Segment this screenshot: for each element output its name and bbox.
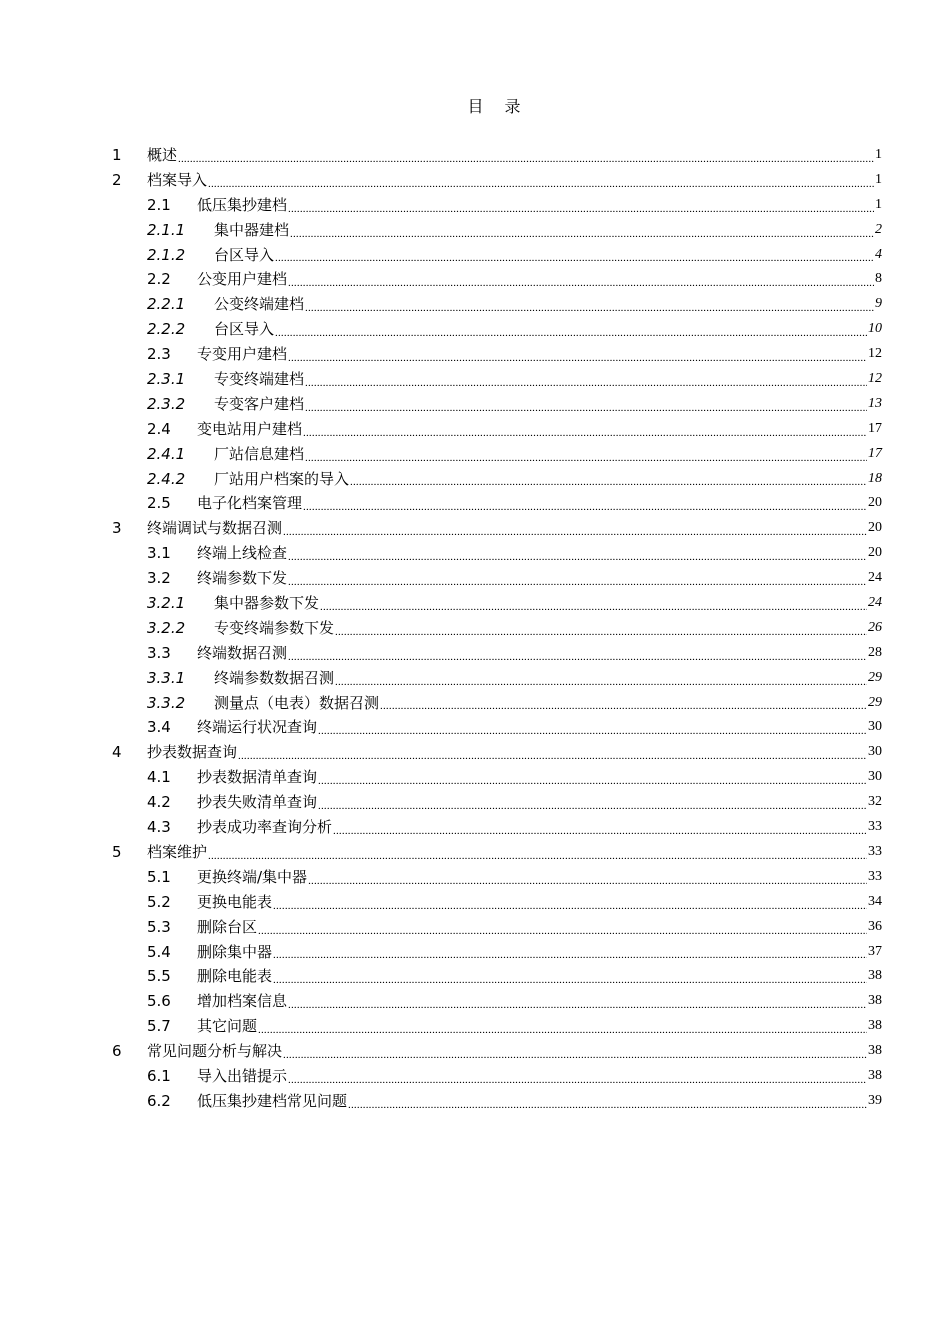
toc-entry-page-number: 12 xyxy=(868,371,882,387)
dot-leader xyxy=(275,243,874,268)
dot-leader xyxy=(305,392,867,417)
dot-leader xyxy=(303,417,867,442)
toc-entry-page-number: 12 xyxy=(868,346,882,362)
dot-leader xyxy=(288,541,867,566)
toc-entry-title: 测量点（电表）数据召测 xyxy=(214,693,380,712)
toc-entry-number: 2.1.2 xyxy=(147,245,186,264)
toc-entry[interactable] xyxy=(112,1039,882,1064)
toc-entry-number: 2.1 xyxy=(147,195,171,214)
toc-entry-title: 档案维护 xyxy=(147,842,208,861)
toc-entry-title: 终端运行状况查询 xyxy=(197,718,318,737)
toc-entry-number: 3 xyxy=(112,519,122,538)
toc-entry[interactable] xyxy=(112,765,882,790)
toc-entry-page-number: 38 xyxy=(868,1043,882,1059)
toc-entry[interactable] xyxy=(112,815,882,840)
toc-entry-number: 2.1.1 xyxy=(147,220,186,239)
toc-entry-page-number: 13 xyxy=(868,395,882,411)
dot-leader xyxy=(273,940,867,965)
toc-entry[interactable] xyxy=(112,442,882,467)
toc-entry[interactable] xyxy=(112,267,882,292)
toc-entry-number: 3.4 xyxy=(147,718,171,737)
dot-leader xyxy=(380,691,867,716)
toc-entry-number: 5.4 xyxy=(147,942,171,961)
toc-entry[interactable] xyxy=(112,218,882,243)
dot-leader xyxy=(305,442,867,467)
dot-leader xyxy=(333,815,867,840)
toc-entry-page-number: 10 xyxy=(868,321,882,337)
toc-entry[interactable] xyxy=(112,790,882,815)
toc-entry-page-number: 18 xyxy=(868,470,882,486)
toc-entry[interactable] xyxy=(112,193,882,218)
dot-leader xyxy=(288,989,867,1014)
dot-leader xyxy=(283,1039,867,1064)
toc-entry-page-number: 24 xyxy=(868,595,882,611)
toc-entry-title: 终端数据召测 xyxy=(197,643,288,662)
toc-entry[interactable] xyxy=(112,865,882,890)
toc-entry-number: 2.3 xyxy=(147,345,171,364)
toc-entry-page-number: 38 xyxy=(868,1018,882,1034)
dot-leader xyxy=(275,317,867,342)
dot-leader xyxy=(208,840,867,865)
toc-entry-page-number: 1 xyxy=(875,171,882,187)
toc-entry-number: 4 xyxy=(112,743,122,762)
toc-entry[interactable] xyxy=(112,342,882,367)
toc-entry-page-number: 30 xyxy=(868,719,882,735)
toc-entry[interactable] xyxy=(112,491,882,516)
toc-entry-number: 3.3.1 xyxy=(147,668,186,687)
toc-entry-title: 抄表成功率查询分析 xyxy=(197,818,333,837)
dot-leader xyxy=(258,915,867,940)
toc-entry[interactable] xyxy=(112,392,882,417)
toc-entry[interactable] xyxy=(112,840,882,865)
toc-entry-title: 公变终端建档 xyxy=(214,295,305,314)
toc-entry-title: 厂站用户档案的导入 xyxy=(214,469,350,488)
dot-leader xyxy=(350,467,867,492)
toc-entry-number: 4.1 xyxy=(147,768,171,787)
toc-entry-page-number: 33 xyxy=(868,843,882,859)
toc-entry-page-number: 20 xyxy=(868,545,882,561)
toc-entry-page-number: 4 xyxy=(875,246,882,262)
toc-entry-title: 低压集抄建档 xyxy=(197,195,288,214)
toc-entry-number: 2.4.1 xyxy=(147,444,186,463)
toc-entry-number: 2.2 xyxy=(147,270,171,289)
toc-entry-title: 档案导入 xyxy=(147,170,208,189)
dot-leader xyxy=(320,591,867,616)
toc-entry-title: 增加档案信息 xyxy=(197,992,288,1011)
toc-entry-title: 抄表数据查询 xyxy=(147,743,238,762)
toc-entry-page-number: 26 xyxy=(868,619,882,635)
toc-entry-number: 2.3.2 xyxy=(147,394,186,413)
toc-entry-title: 低压集抄建档常见问题 xyxy=(197,1091,348,1110)
toc-entry-number: 3.2.1 xyxy=(147,594,186,613)
toc-entry-number: 3.2 xyxy=(147,569,171,588)
toc-entry-number: 4.3 xyxy=(147,818,171,837)
toc-entry-page-number: 20 xyxy=(868,495,882,511)
toc-entry-title: 台区导入 xyxy=(214,245,275,264)
toc-entry[interactable] xyxy=(112,691,882,716)
toc-entry-number: 6.2 xyxy=(147,1091,171,1110)
dot-leader xyxy=(178,143,874,168)
toc-entry[interactable] xyxy=(112,641,882,666)
toc-entry[interactable] xyxy=(112,666,882,691)
toc-entry-page-number: 30 xyxy=(868,769,882,785)
toc-entry-number: 5.5 xyxy=(147,967,171,986)
toc-entry-title: 导入出错提示 xyxy=(197,1066,288,1085)
dot-leader xyxy=(308,865,867,890)
toc-entry-page-number: 38 xyxy=(868,1067,882,1083)
toc-entry-number: 3.3 xyxy=(147,643,171,662)
toc-entry[interactable] xyxy=(112,890,882,915)
toc-entry-number: 2.3.1 xyxy=(147,370,186,389)
toc-entry-page-number: 37 xyxy=(868,943,882,959)
dot-leader xyxy=(318,715,867,740)
dot-leader xyxy=(290,218,874,243)
toc-entry-page-number: 20 xyxy=(868,520,882,536)
toc-entry-page-number: 29 xyxy=(868,669,882,685)
toc-entry-page-number: 29 xyxy=(868,694,882,710)
toc-entry-title: 抄表失败清单查询 xyxy=(197,793,318,812)
toc-entry-number: 5.3 xyxy=(147,917,171,936)
toc-entry-page-number: 38 xyxy=(868,968,882,984)
toc-entry-title: 终端参数下发 xyxy=(197,569,288,588)
toc-entry-title: 专变终端参数下发 xyxy=(214,618,335,637)
toc-entry[interactable] xyxy=(112,591,882,616)
toc-entry[interactable] xyxy=(112,740,882,765)
toc-entry-title: 专变终端建档 xyxy=(214,370,305,389)
toc-entry-title: 删除电能表 xyxy=(197,967,273,986)
toc-entry[interactable] xyxy=(112,1089,882,1114)
dot-leader xyxy=(348,1089,867,1114)
toc-entry[interactable] xyxy=(112,915,882,940)
toc-entry-page-number: 34 xyxy=(868,893,882,909)
toc-entry-page-number: 33 xyxy=(868,868,882,884)
toc-entry-number: 4.2 xyxy=(147,793,171,812)
dot-leader xyxy=(288,267,874,292)
toc-entry[interactable] xyxy=(112,467,882,492)
toc-entry[interactable] xyxy=(112,989,882,1014)
toc-entry-title: 终端参数数据召测 xyxy=(214,668,335,687)
toc-entry-number: 2 xyxy=(112,170,122,189)
table-of-contents xyxy=(112,143,882,1114)
toc-entry[interactable] xyxy=(112,541,882,566)
toc-entry-number: 5.7 xyxy=(147,1017,171,1036)
toc-entry-number: 2.4.2 xyxy=(147,469,186,488)
toc-entry-page-number: 9 xyxy=(875,296,882,312)
toc-entry-title: 更换终端/集中器 xyxy=(197,867,308,886)
toc-entry-title: 终端调试与数据召测 xyxy=(147,519,283,538)
toc-entry-number: 3.1 xyxy=(147,544,171,563)
dot-leader xyxy=(288,1064,867,1089)
toc-entry-title: 公变用户建档 xyxy=(197,270,288,289)
dot-leader xyxy=(258,1014,867,1039)
toc-entry[interactable] xyxy=(112,616,882,641)
dot-leader xyxy=(318,790,867,815)
toc-entry-number: 2.2.1 xyxy=(147,295,186,314)
toc-entry-number: 5.6 xyxy=(147,992,171,1011)
toc-entry-number: 5.1 xyxy=(147,867,171,886)
toc-entry-title: 专变客户建档 xyxy=(214,394,305,413)
toc-entry-title: 删除集中器 xyxy=(197,942,273,961)
toc-entry-page-number: 1 xyxy=(875,196,882,212)
toc-entry-page-number: 8 xyxy=(875,271,882,287)
toc-entry-title: 概述 xyxy=(147,146,178,164)
toc-entry-number: 3.3.2 xyxy=(147,693,186,712)
dot-leader xyxy=(238,740,867,765)
toc-entry-title: 集中器参数下发 xyxy=(214,594,320,613)
toc-entry-page-number: 32 xyxy=(868,794,882,810)
toc-entry[interactable] xyxy=(112,1064,882,1089)
toc-entry-title: 台区导入 xyxy=(214,320,275,339)
toc-entry-page-number: 28 xyxy=(868,644,882,660)
toc-entry[interactable] xyxy=(112,964,882,989)
dot-leader xyxy=(273,964,867,989)
toc-entry[interactable] xyxy=(112,417,882,442)
toc-entry-title: 终端上线检查 xyxy=(197,544,288,563)
toc-entry-title: 更换电能表 xyxy=(197,892,273,911)
toc-entry-number: 5 xyxy=(112,842,122,861)
dot-leader xyxy=(335,616,867,641)
toc-entry-title: 集中器建档 xyxy=(214,220,290,239)
toc-entry-title: 删除台区 xyxy=(197,917,258,936)
dot-leader xyxy=(283,516,867,541)
toc-entry-number: 3.2.2 xyxy=(147,618,186,637)
toc-entry[interactable] xyxy=(112,143,882,168)
dot-leader xyxy=(208,168,874,193)
toc-entry[interactable] xyxy=(112,566,882,591)
toc-entry-title: 专变用户建档 xyxy=(197,345,288,364)
toc-entry-number: 6 xyxy=(112,1042,122,1061)
toc-entry-title: 变电站用户建档 xyxy=(197,419,303,438)
toc-entry-title: 电子化档案管理 xyxy=(197,494,303,513)
dot-leader xyxy=(335,666,867,691)
toc-entry-page-number: 39 xyxy=(868,1092,882,1108)
dot-leader xyxy=(305,367,867,392)
toc-entry-number: 2.2.2 xyxy=(147,320,186,339)
toc-entry[interactable] xyxy=(112,367,882,392)
toc-entry-page-number: 33 xyxy=(868,819,882,835)
dot-leader xyxy=(318,765,867,790)
toc-entry[interactable] xyxy=(112,940,882,965)
toc-entry-page-number: 17 xyxy=(868,445,882,461)
toc-entry[interactable] xyxy=(112,516,882,541)
dot-leader xyxy=(288,566,867,591)
toc-entry-number: 1 xyxy=(112,146,122,164)
toc-entry-number: 2.5 xyxy=(147,494,171,513)
toc-entry-page-number: 36 xyxy=(868,918,882,934)
toc-entry[interactable] xyxy=(112,243,882,268)
toc-entry-title: 其它问题 xyxy=(197,1017,258,1036)
toc-entry-page-number: 17 xyxy=(868,420,882,436)
toc-entry[interactable] xyxy=(112,292,882,317)
toc-entry-number: 5.2 xyxy=(147,892,171,911)
toc-entry-page-number: 30 xyxy=(868,744,882,760)
toc-entry-page-number: 24 xyxy=(868,570,882,586)
dot-leader xyxy=(305,292,874,317)
dot-leader xyxy=(288,193,874,218)
toc-entry-title: 抄表数据清单查询 xyxy=(197,768,318,787)
dot-leader xyxy=(273,890,867,915)
toc-entry-number: 6.1 xyxy=(147,1066,171,1085)
toc-entry-page-number: 1 xyxy=(875,147,882,162)
toc-entry-title: 常见问题分析与解决 xyxy=(147,1042,283,1061)
toc-title: 目 录 xyxy=(467,97,529,116)
toc-entry-page-number: 2 xyxy=(875,221,882,237)
toc-entry[interactable] xyxy=(112,1014,882,1039)
toc-entry[interactable] xyxy=(112,317,882,342)
dot-leader xyxy=(288,342,867,367)
toc-entry-title: 厂站信息建档 xyxy=(214,444,305,463)
toc-entry-number: 2.4 xyxy=(147,419,171,438)
toc-entry[interactable] xyxy=(112,715,882,740)
toc-entry[interactable] xyxy=(112,168,882,193)
dot-leader xyxy=(288,641,867,666)
toc-entry-page-number: 38 xyxy=(868,993,882,1009)
dot-leader xyxy=(303,491,867,516)
